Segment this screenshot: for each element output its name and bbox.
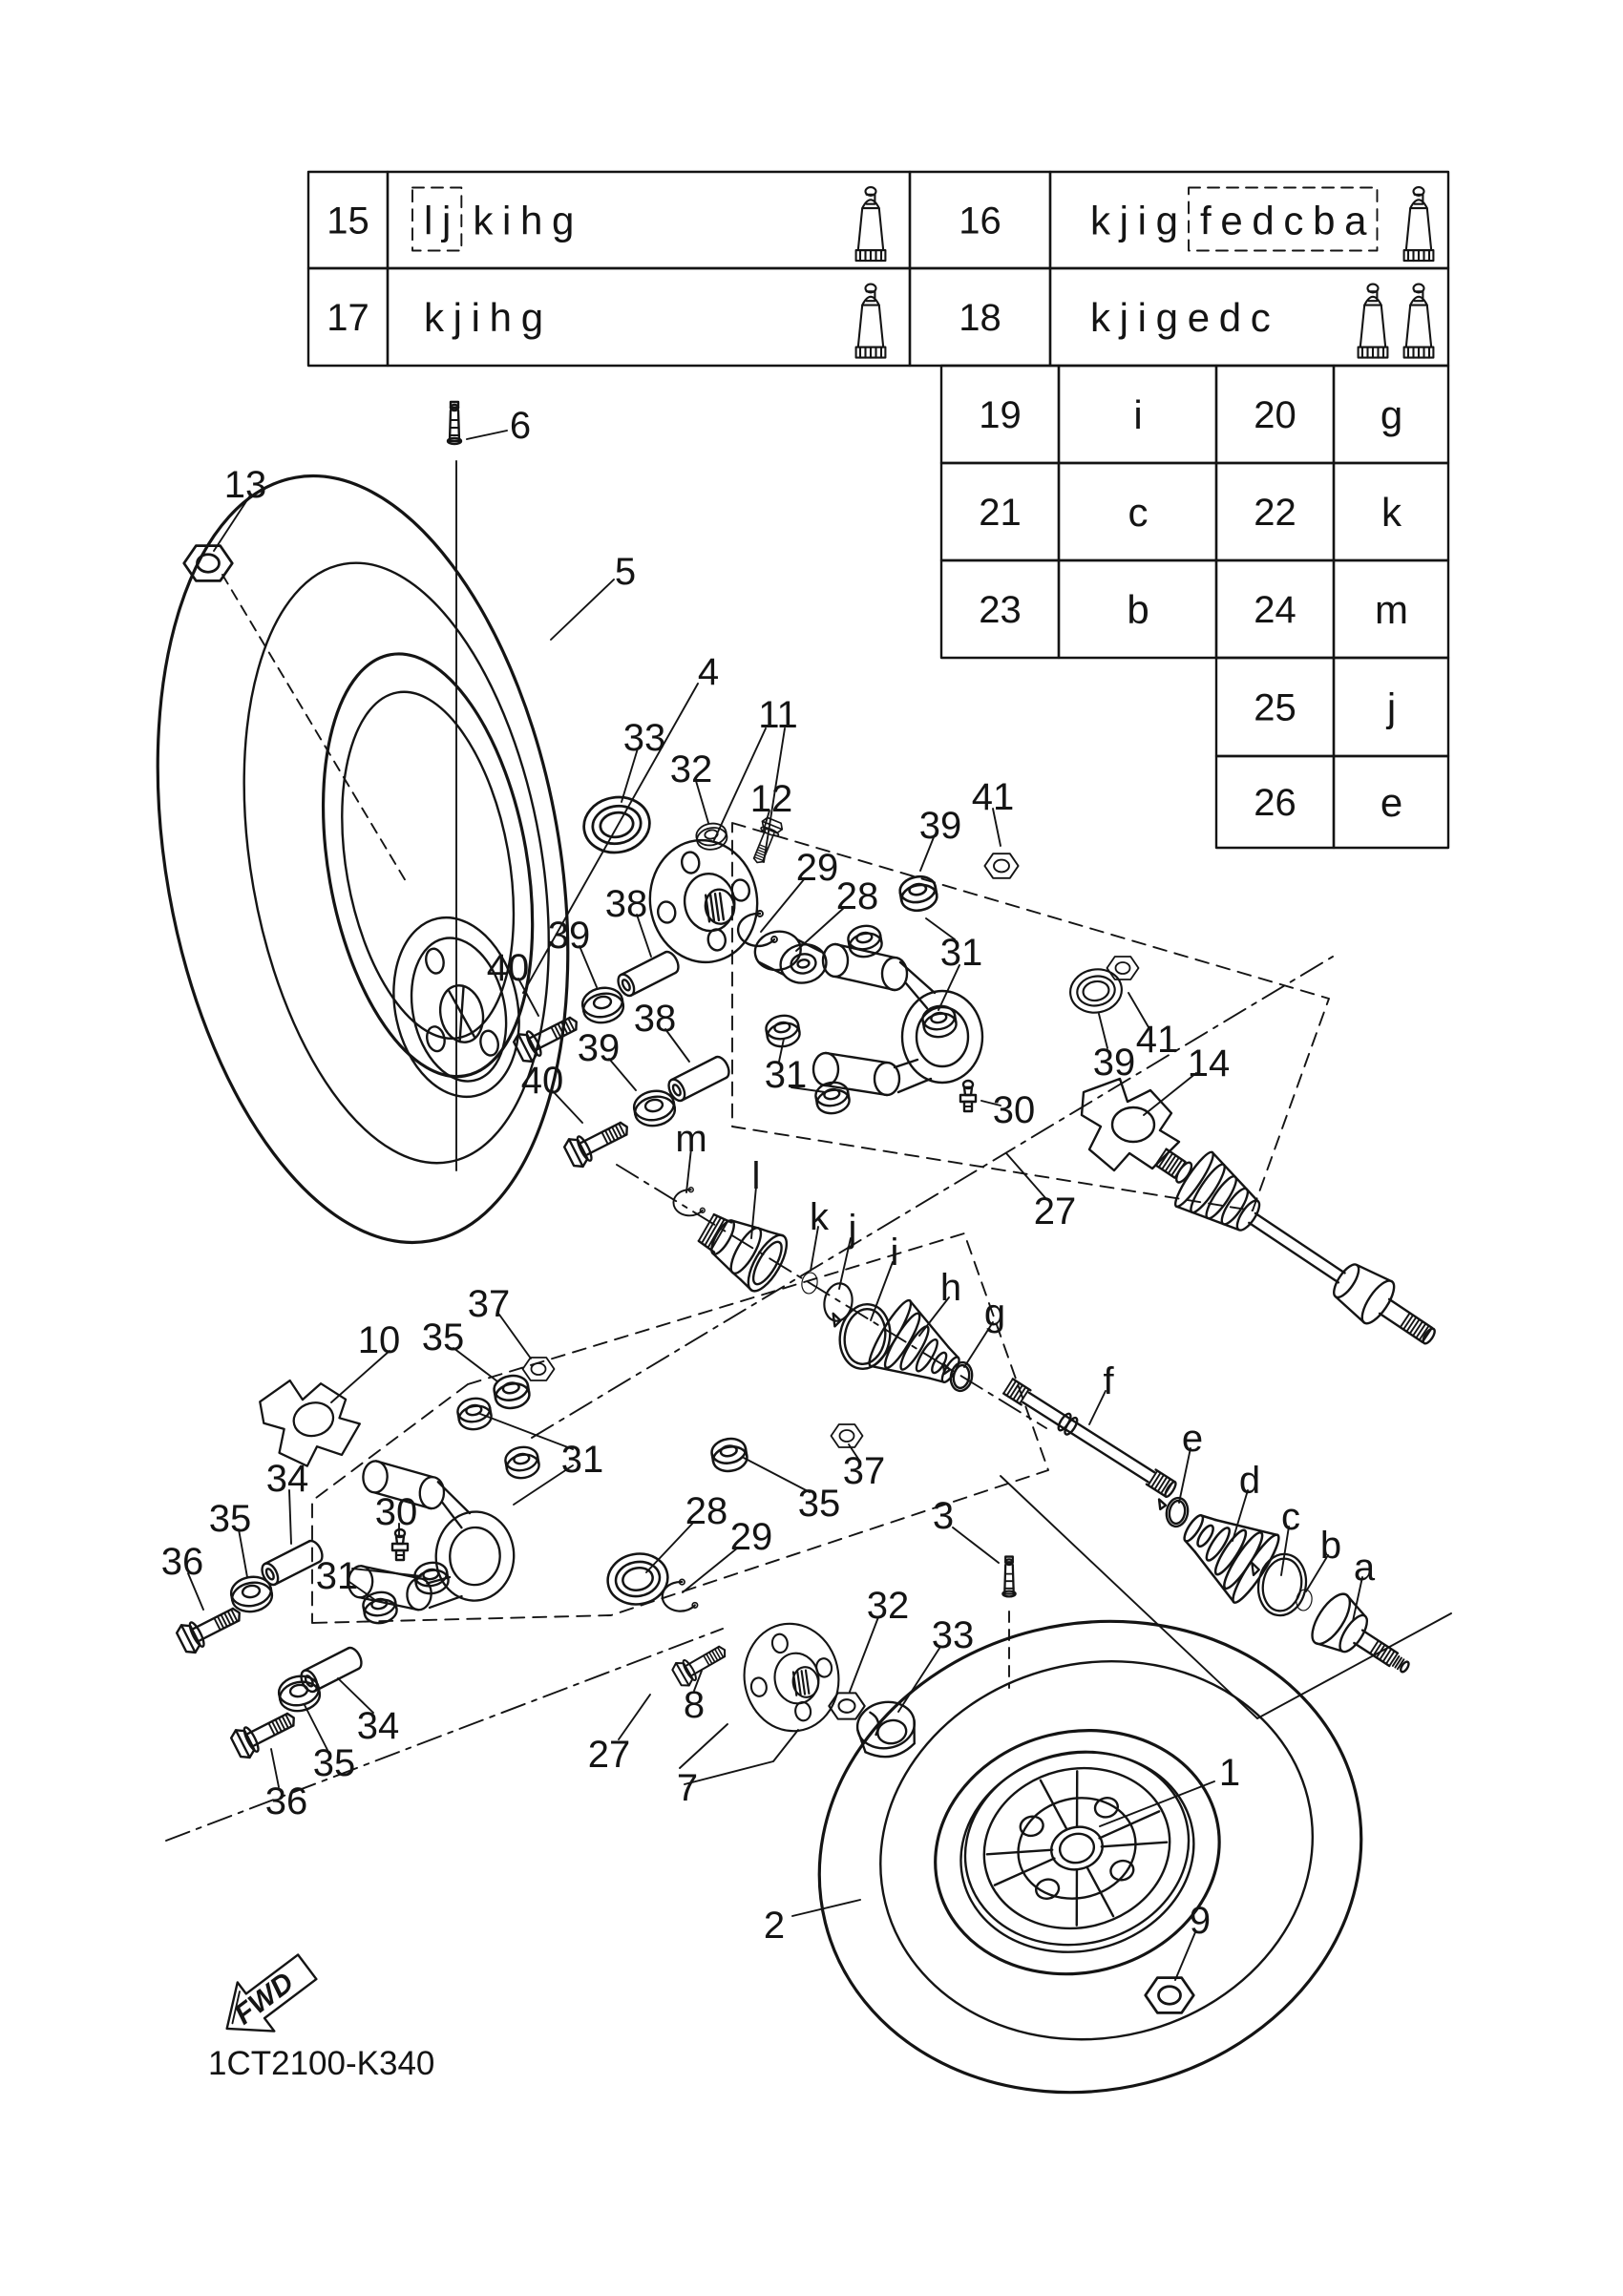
part-glyph-axle-27	[1143, 1130, 1450, 1365]
part-label-31-22: 31	[939, 932, 983, 974]
part-label-5-4: 5	[614, 551, 637, 593]
part-glyph-clampsm-36	[1155, 1495, 1191, 1528]
part-glyph-axis-72	[166, 1629, 723, 1841]
part-label-29-19: 29	[729, 1516, 773, 1558]
part-label-30-21: 30	[374, 1491, 418, 1533]
part-glyph-bush-43	[493, 1373, 532, 1410]
part-glyph-hub-6	[643, 833, 766, 969]
part-glyph-tire-0	[102, 443, 624, 1274]
part-label-7-6: 7	[676, 1767, 699, 1809]
part-label-35-38: 35	[797, 1483, 841, 1525]
part-label-39-46: 39	[918, 805, 962, 847]
part-glyph-nut-62	[829, 1693, 864, 1718]
leader-line-60	[619, 1695, 650, 1739]
leader-line-63	[685, 1730, 798, 1784]
part-label-i-58: i	[890, 1232, 899, 1274]
part-glyph-nut-42	[523, 1358, 555, 1380]
drawing-code: 1CT2100-K340	[208, 2045, 435, 2082]
part-label-32-28: 32	[866, 1585, 910, 1627]
part-label-4-3: 4	[697, 651, 720, 693]
part-label-13-12: 13	[223, 464, 267, 506]
part-label-36-35: 36	[264, 1780, 308, 1822]
leader-line-62	[680, 1724, 727, 1768]
table-letters: f e d c b a	[1200, 198, 1366, 243]
table-letter-value: b	[1127, 587, 1149, 632]
part-label-9-8: 9	[1189, 1900, 1212, 1942]
part-glyph-nut-11	[984, 853, 1018, 878]
table-item-number: 20	[1254, 394, 1296, 436]
part-glyph-wheel-66	[944, 1728, 1212, 1968]
part-glyph-pin-53	[298, 1645, 365, 1694]
part-glyph-pin-15	[665, 1054, 732, 1103]
part-label-41-47: 41	[971, 776, 1015, 818]
part-label-c-52: c	[1281, 1496, 1300, 1538]
part-glyph-washer-13	[580, 985, 626, 1026]
grease-tube-icon	[1359, 284, 1388, 358]
part-glyph-hub-60	[737, 1617, 845, 1737]
part-label-33-29: 33	[931, 1614, 975, 1656]
part-label-35-34: 35	[312, 1742, 356, 1784]
part-glyph-poly-73	[1001, 1476, 1451, 1718]
part-label-14-13: 14	[1187, 1043, 1231, 1085]
part-label-2-1: 2	[763, 1905, 786, 1947]
part-glyph-nut-3	[184, 546, 233, 581]
part-glyph-bush-10	[898, 874, 939, 913]
table-item-number: 23	[979, 589, 1022, 631]
leader-line-0	[467, 431, 507, 439]
part-label-41-49: 41	[1135, 1019, 1179, 1061]
part-glyph-bolt-17	[562, 1113, 634, 1169]
part-glyph-washer-51	[229, 1574, 275, 1615]
part-label-38-43: 38	[633, 998, 677, 1040]
part-label-31-23: 31	[764, 1054, 808, 1096]
part-label-g-56: g	[983, 1292, 1006, 1334]
part-label-28-18: 28	[685, 1490, 728, 1532]
part-glyph-bush-56	[710, 1436, 749, 1473]
part-glyph-bolt-61	[670, 1638, 731, 1688]
part-glyph-bush-45	[455, 1396, 493, 1431]
part-label-28-16: 28	[835, 875, 879, 917]
table-letter-value: k	[1381, 490, 1401, 535]
part-label-27-14: 27	[1033, 1190, 1077, 1232]
table-letter-value: i	[1133, 392, 1142, 437]
part-label-h-57: h	[939, 1267, 962, 1309]
table-item-number: 15	[327, 200, 369, 242]
part-glyph-nut-67	[1146, 1978, 1194, 2013]
part-label-31-25: 31	[315, 1555, 359, 1597]
leader-line-48	[352, 1569, 421, 1576]
part-label-m-62: m	[675, 1118, 707, 1160]
part-label-j-59: j	[848, 1208, 857, 1250]
part-glyph-guard-24	[1082, 1079, 1179, 1170]
part-glyph-bolt-14	[512, 1008, 583, 1064]
table-cell-letters-15	[388, 172, 910, 268]
table-item-number: 21	[979, 492, 1022, 534]
leader-line-65	[850, 1617, 878, 1692]
part-glyph-pin-12	[615, 949, 682, 998]
part-label-34-30: 34	[265, 1458, 309, 1500]
table-letters: k j i h g	[424, 295, 543, 340]
part-glyph-nut-57	[832, 1424, 863, 1447]
part-label-a-50: a	[1353, 1547, 1376, 1589]
part-label-39-48: 39	[1092, 1042, 1136, 1084]
table-letter-value: m	[1375, 587, 1407, 632]
fwd-arrow-icon	[208, 1944, 326, 2054]
part-glyph-bearing-25	[1067, 965, 1126, 1017]
part-glyph-shaftf-35	[1003, 1379, 1178, 1499]
part-label-29-17: 29	[795, 847, 839, 889]
part-glyph-cvinner-29	[690, 1200, 793, 1296]
table-item-number: 22	[1254, 492, 1296, 534]
part-label-12-11: 12	[749, 778, 793, 820]
grease-tube-icon	[1404, 284, 1434, 358]
part-glyph-axis-71	[617, 1165, 1046, 1428]
part-glyph-fitting-23	[960, 1081, 976, 1111]
table-letter-value: g	[1380, 392, 1402, 437]
part-glyph-bush-46	[503, 1444, 540, 1480]
part-label-b-51: b	[1319, 1525, 1342, 1567]
grease-tube-icon	[856, 187, 886, 261]
part-glyph-cvjoint-40	[1305, 1589, 1423, 1693]
table-letters: k i h g	[473, 198, 574, 243]
part-glyph-bearing-58	[603, 1549, 671, 1610]
part-glyph-bolt-55	[229, 1704, 301, 1760]
part-glyph-arm-44	[348, 1460, 518, 1614]
table-letter-value: e	[1380, 780, 1402, 825]
table-item-number: 25	[1254, 686, 1296, 729]
part-label-35-31: 35	[208, 1498, 252, 1540]
leader-line-dashed-70	[222, 575, 409, 886]
part-label-k-60: k	[810, 1196, 829, 1238]
part-label-34-33: 34	[356, 1705, 400, 1747]
part-label-l-61: l	[751, 1155, 761, 1197]
leader-line-67	[792, 1900, 860, 1916]
part-label-31-24: 31	[560, 1439, 604, 1481]
leader-line-45	[480, 1414, 573, 1449]
part-label-8-7: 8	[683, 1684, 706, 1726]
table-letter-value: c	[1128, 490, 1148, 535]
part-label-39-44: 39	[577, 1027, 621, 1069]
part-label-f-55: f	[1103, 1360, 1114, 1402]
leader-line-66	[898, 1647, 940, 1712]
applicability-table	[308, 172, 1448, 848]
leader-line-64	[953, 1527, 999, 1563]
part-label-40-42: 40	[486, 947, 530, 989]
part-label-e-54: e	[1181, 1418, 1204, 1460]
part-label-38-40: 38	[604, 883, 648, 925]
part-label-37-39: 37	[842, 1450, 886, 1492]
part-label-40-45: 40	[520, 1060, 564, 1102]
part-label-32-26: 32	[669, 748, 713, 790]
part-label-33-27: 33	[622, 717, 666, 759]
part-label-30-20: 30	[992, 1089, 1036, 1131]
part-label-1-0: 1	[1218, 1752, 1241, 1794]
table-item-number: 24	[1254, 589, 1296, 631]
part-label-37-37: 37	[467, 1283, 511, 1325]
part-glyph-bearing-4	[580, 792, 654, 858]
fwd-label: FWD	[228, 1966, 300, 2032]
part-glyph-valve-64	[1002, 1557, 1015, 1597]
part-label-10-9: 10	[357, 1319, 401, 1361]
part-label-11-10: 11	[758, 694, 798, 736]
grease-tube-icon	[1404, 187, 1434, 261]
part-label-3-2: 3	[932, 1495, 955, 1537]
table-item-number: 18	[959, 297, 1001, 339]
part-label-35-36: 35	[421, 1317, 465, 1359]
table-item-number: 26	[1254, 782, 1296, 824]
part-glyph-valve-2	[448, 402, 461, 444]
leader-line-2	[551, 579, 614, 640]
table-item-number: 19	[979, 394, 1022, 436]
part-label-39-41: 39	[547, 915, 591, 957]
part-glyph-clampsm-34	[939, 1359, 975, 1393]
grease-tube-icon	[856, 284, 886, 358]
part-label-27-15: 27	[587, 1734, 631, 1776]
table-letter-value: j	[1386, 685, 1396, 730]
part-glyph-fitting-49	[392, 1529, 408, 1560]
table-item-number: 16	[959, 200, 1001, 242]
part-label-36-32: 36	[160, 1541, 204, 1583]
table-letters: l j	[424, 198, 451, 243]
table-letters: k j i g	[1090, 198, 1178, 243]
part-glyph-snapring-28	[673, 1188, 705, 1216]
part-glyph-nut-26	[1107, 957, 1139, 979]
part-label-d-53: d	[1238, 1460, 1261, 1502]
table-letters: k j i g e d c	[1090, 295, 1270, 340]
part-glyph-snapring-8	[738, 911, 777, 946]
part-glyph-bushbig-9	[752, 924, 830, 991]
part-label-6-5: 6	[509, 405, 532, 447]
table-item-number: 17	[327, 297, 369, 339]
part-glyph-washer-5	[695, 821, 729, 852]
